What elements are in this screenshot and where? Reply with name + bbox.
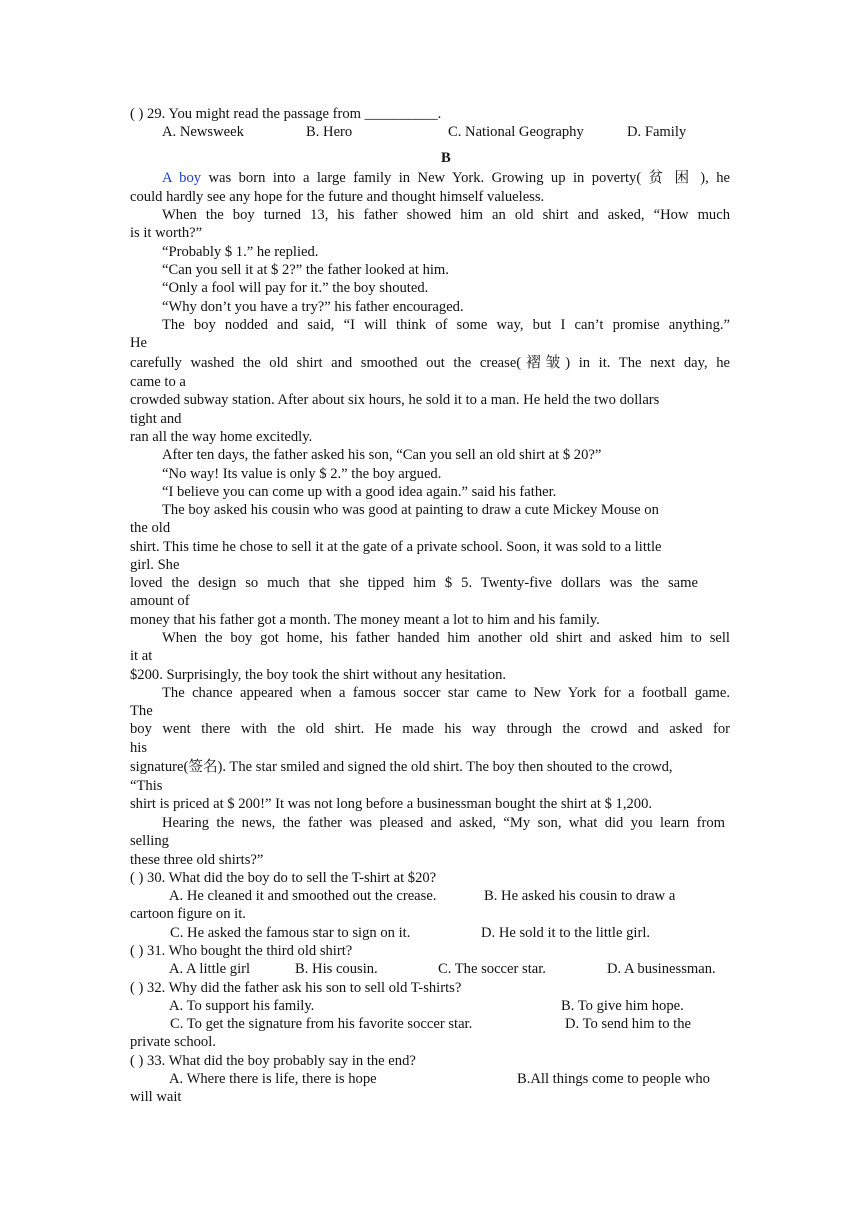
q29-option-b: B. Hero <box>306 124 353 140</box>
passage-line: ran all the way home excitedly. <box>130 429 313 445</box>
passage-line: amount of <box>130 593 190 609</box>
passage-line: “Can you sell it at $ 2?” the father looked at him. <box>162 262 449 278</box>
passage-line: these three old shirts?” <box>130 852 264 868</box>
q29-option-a: A. Newsweek <box>162 124 244 140</box>
passage-line: shirt. This time he chose to sell it at the gate of a private school. Soon, it was sold to a little <box>130 539 662 555</box>
q31-option-c: C. The soccer star. <box>438 961 546 977</box>
passage-line: the old <box>130 520 171 536</box>
passage-line: his <box>130 740 148 756</box>
q32-option-a: A. To support his family. <box>169 998 315 1014</box>
passage-line: it at <box>130 648 153 664</box>
passage-line: “Only a fool will pay for it.” the boy shouted. <box>162 280 429 296</box>
highlighted-text: A boy <box>162 170 202 186</box>
section-title: B <box>441 150 451 166</box>
passage-line: $200. Surprisingly, the boy took the shirt without any hesitation. <box>130 667 507 683</box>
q30-option-c: C. He asked the famous star to sign on it. <box>170 925 411 941</box>
passage-line: The boy asked his cousin who was good at painting to draw a cute Mickey Mouse on <box>162 502 659 518</box>
passage-line: signature(签名). The star smiled and signed the old shirt. The boy then shouted to the crowd, <box>130 759 673 775</box>
passage-line: The <box>130 703 153 719</box>
q32-option-d-continued: private school. <box>130 1034 216 1050</box>
passage-line: money that his father got a month. The money meant a lot to him and his family. <box>130 612 600 628</box>
passage-line: boy went there with the old shirt. He made his way through the crowd and asked for <box>130 721 730 737</box>
passage-line: Hearing the news, the father was pleased and asked, “My son, what did you learn from <box>162 815 725 831</box>
q31-option-d: D. A businessman. <box>607 961 716 977</box>
question-33-stem: ( ) 33. What did the boy probably say in the end? <box>130 1053 416 1069</box>
passage-line: “I believe you can come up with a good idea again.” said his father. <box>162 484 557 500</box>
passage-line: shirt is priced at $ 200!” It was not long before a businessman bought the shirt at $ 1,200. <box>130 796 653 812</box>
passage-line: loved the design so much that she tipped him $ 5. Twenty-five dollars was the same <box>130 575 698 591</box>
q32-option-c: C. To get the signature from his favorite soccer star. <box>170 1016 473 1032</box>
passage-line: girl. She <box>130 557 180 573</box>
q30-option-b-continued: cartoon figure on it. <box>130 906 246 922</box>
q30-option-d: D. He sold it to the little girl. <box>481 925 651 941</box>
q33-option-b-continued: will wait <box>130 1089 182 1105</box>
passage-line: “Why don’t you have a try?” his father encouraged. <box>162 299 464 315</box>
q31-option-b: B. His cousin. <box>295 961 378 977</box>
question-31-stem: ( ) 31. Who bought the third old shirt? <box>130 943 353 959</box>
passage-line: is it worth?” <box>130 225 203 241</box>
passage-line: came to a <box>130 374 186 390</box>
q33-option-a: A. Where there is life, there is hope <box>169 1071 377 1087</box>
passage-line: tight and <box>130 411 182 427</box>
passage-line: He <box>130 335 148 351</box>
passage-line: selling <box>130 833 169 849</box>
passage-line: crowded subway station. After about six hours, he sold it to a man. He held the two dollars <box>130 392 660 408</box>
passage-line: When the boy got home, his father handed him another old shirt and asked him to sell <box>162 630 730 646</box>
passage-line: “This <box>130 778 163 794</box>
passage-line: The chance appeared when a famous soccer star came to New York for a football game. <box>162 685 730 701</box>
passage-line: When the boy turned 13, his father showed him an old shirt and asked, “How much <box>162 207 730 223</box>
q31-option-a: A. A little girl <box>169 961 251 977</box>
passage-line: could hardly see any hope for the future and thought himself valueless. <box>130 189 545 205</box>
q32-option-d: D. To send him to the <box>565 1016 691 1032</box>
passage-line: carefully washed the old shirt and smoothed out the crease(褶皱) in it. The next day, he <box>130 355 730 371</box>
q29-option-c: C. National Geography <box>448 124 584 140</box>
passage-line: The boy nodded and said, “I will think of some way, but I can’t promise anything.” <box>162 317 730 333</box>
q30-option-b: B. He asked his cousin to draw a <box>484 888 676 904</box>
passage-line: A boy was born into a large family in New York. Growing up in poverty( 贫 困 ), he <box>162 170 730 186</box>
q29-option-d: D. Family <box>627 124 687 140</box>
passage-line: “No way! Its value is only $ 2.” the boy argued. <box>162 466 442 482</box>
q32-option-b: B. To give him hope. <box>561 998 684 1014</box>
q30-option-a: A. He cleaned it and smoothed out the crease. <box>169 888 437 904</box>
question-32-stem: ( ) 32. Why did the father ask his son to sell old T-shirts? <box>130 980 462 996</box>
passage-line: “Probably $ 1.” he replied. <box>162 244 319 260</box>
question-30-stem: ( ) 30. What did the boy do to sell the T-shirt at $20? <box>130 870 437 886</box>
q33-option-b: B.All things come to people who <box>517 1071 710 1087</box>
passage-line: After ten days, the father asked his son, “Can you sell an old shirt at $ 20?” <box>162 447 602 463</box>
question-29-stem: ( ) 29. You might read the passage from __________. <box>130 106 442 122</box>
